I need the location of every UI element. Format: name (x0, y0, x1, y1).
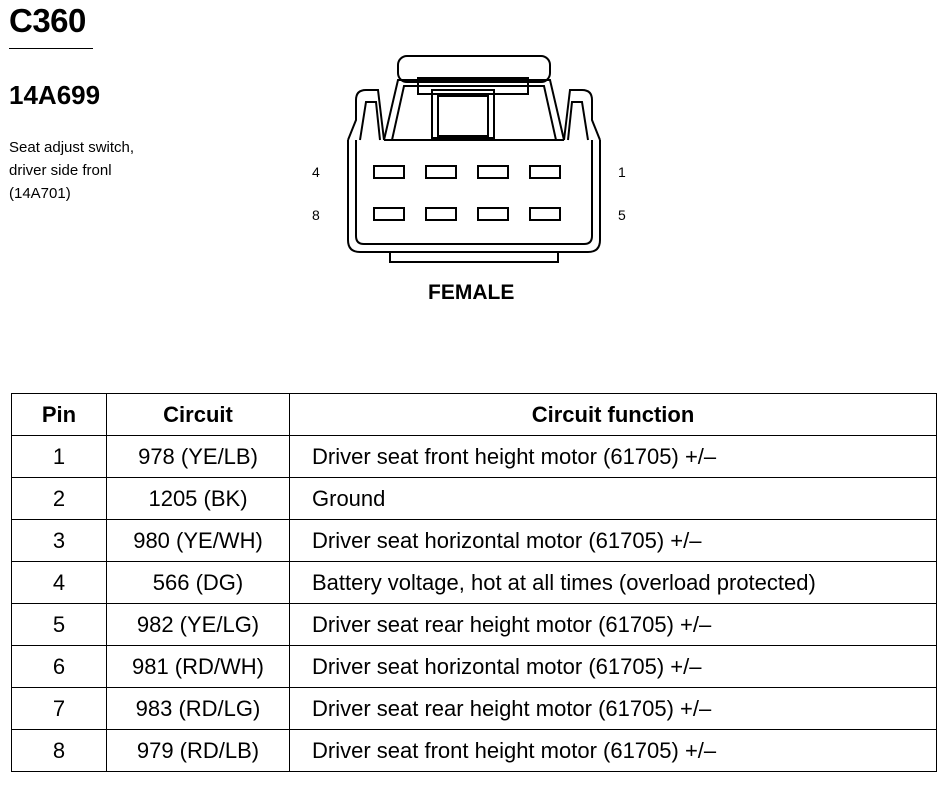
table-row (12, 520, 937, 562)
title-underline (9, 48, 93, 49)
circuit-cell: 981 (RD/WH) (107, 646, 290, 688)
function-cell: Driver seat front height motor (61705) +/– (290, 436, 937, 478)
pin-cell: 2 (12, 478, 107, 520)
circuit-cell: 983 (RD/LG) (107, 688, 290, 730)
circuit-cell: 982 (YE/LG) (107, 604, 290, 646)
connector-id: C360 (9, 2, 86, 39)
pin-cell: 8 (12, 730, 107, 772)
circuit-cell: 979 (RD/LB) (107, 730, 290, 772)
table-row (12, 478, 937, 520)
circuit-cell: 980 (YE/WH) (107, 520, 290, 562)
pin-cell: 4 (12, 562, 107, 604)
function-cell: Driver seat horizontal motor (61705) +/– (290, 646, 937, 688)
pin-cell: 7 (12, 688, 107, 730)
function-cell: Driver seat rear height motor (61705) +/– (290, 688, 937, 730)
table-row (12, 562, 937, 604)
description-line: Seat adjust switch, (9, 139, 135, 156)
pin-cell: 5 (12, 604, 107, 646)
description-line: driver side fronl (9, 162, 112, 179)
table-row (12, 730, 937, 772)
function-cell: Driver seat horizontal motor (61705) +/– (290, 520, 937, 562)
part-number: 14A699 (9, 80, 101, 110)
table-row (12, 436, 937, 478)
table-row (12, 646, 937, 688)
pin-label-bottom-right: 5 (618, 207, 626, 223)
header-circuit: Circuit (107, 394, 290, 436)
pin-cell: 3 (12, 520, 107, 562)
table-row (12, 688, 937, 730)
description-line: (14A701) (9, 185, 71, 202)
function-cell: Driver seat rear height motor (61705) +/– (290, 604, 937, 646)
circuit-cell: 978 (YE/LB) (107, 436, 290, 478)
table-row (12, 604, 937, 646)
header-pin: Pin (12, 394, 107, 436)
function-cell: Ground (290, 478, 937, 520)
table-header-row (12, 394, 937, 436)
header-function: Circuit function (290, 394, 937, 436)
pin-cell: 6 (12, 646, 107, 688)
circuit-cell: 1205 (BK) (107, 478, 290, 520)
pin-label-top-left: 4 (312, 164, 320, 180)
pinout-table (11, 393, 937, 772)
circuit-cell: 566 (DG) (107, 562, 290, 604)
connector-description (9, 136, 134, 205)
connector-gender: FEMALE (428, 281, 515, 304)
function-cell: Driver seat front height motor (61705) +/– (290, 730, 937, 772)
pin-label-bottom-left: 8 (312, 207, 320, 223)
connector-face-diagram (300, 40, 640, 270)
function-cell: Battery voltage, hot at all times (overload protected) (290, 562, 937, 604)
pin-cell: 1 (12, 436, 107, 478)
pin-label-top-right: 1 (618, 164, 626, 180)
